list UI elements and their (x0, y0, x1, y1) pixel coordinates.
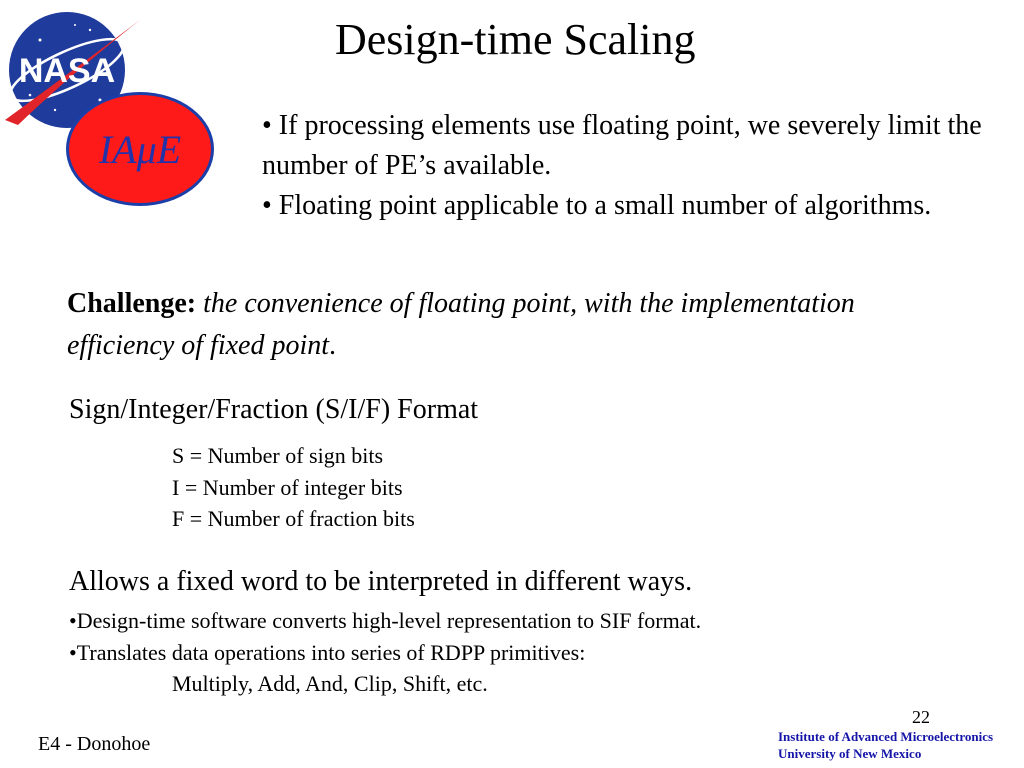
top-bullet-list (262, 106, 982, 226)
challenge-period: . (329, 330, 337, 361)
bullet-item: • Floating point applicable to a small number of algorithms. (262, 190, 932, 221)
sif-heading: Sign/Integer/Fraction (S/I/F) Format (69, 394, 479, 425)
sif-definition: I = Number of integer bits (172, 475, 403, 500)
page-number: 22 (912, 707, 930, 727)
sif-definition: S = Number of sign bits (172, 443, 384, 468)
detail-bullet: •Design-time software converts high-level representation to SIF format. (69, 608, 702, 633)
challenge-label: Challenge: (67, 288, 197, 319)
footer-institute (778, 728, 993, 762)
bullet-item: • If processing elements use floating point, we severely limit the number of PE’s available. (262, 110, 982, 181)
challenge-statement (67, 283, 967, 367)
sif-definition: F = Number of fraction bits (172, 506, 415, 531)
institute-name: Institute of Advanced Microelectronics (778, 729, 994, 744)
slide-title: Design-time Scaling (335, 15, 696, 64)
primitive-list: Multiply, Add, And, Clip, Shift, etc. (172, 671, 488, 696)
footer-author: E4 - Donohoe (38, 733, 151, 755)
challenge-text: the convenience of floating point, with the implementation efficiency of fixed point (67, 288, 855, 361)
allows-heading: Allows a fixed word to be interpreted in different ways. (69, 566, 693, 597)
detail-bullet: •Translates data operations into series of RDPP primitives: (69, 640, 586, 665)
iaue-logo-text: IAμE (98, 126, 182, 172)
iaue-logo (66, 92, 214, 206)
nasa-logo-text: NASA (18, 52, 116, 90)
university-name: University of New Mexico (778, 746, 922, 761)
